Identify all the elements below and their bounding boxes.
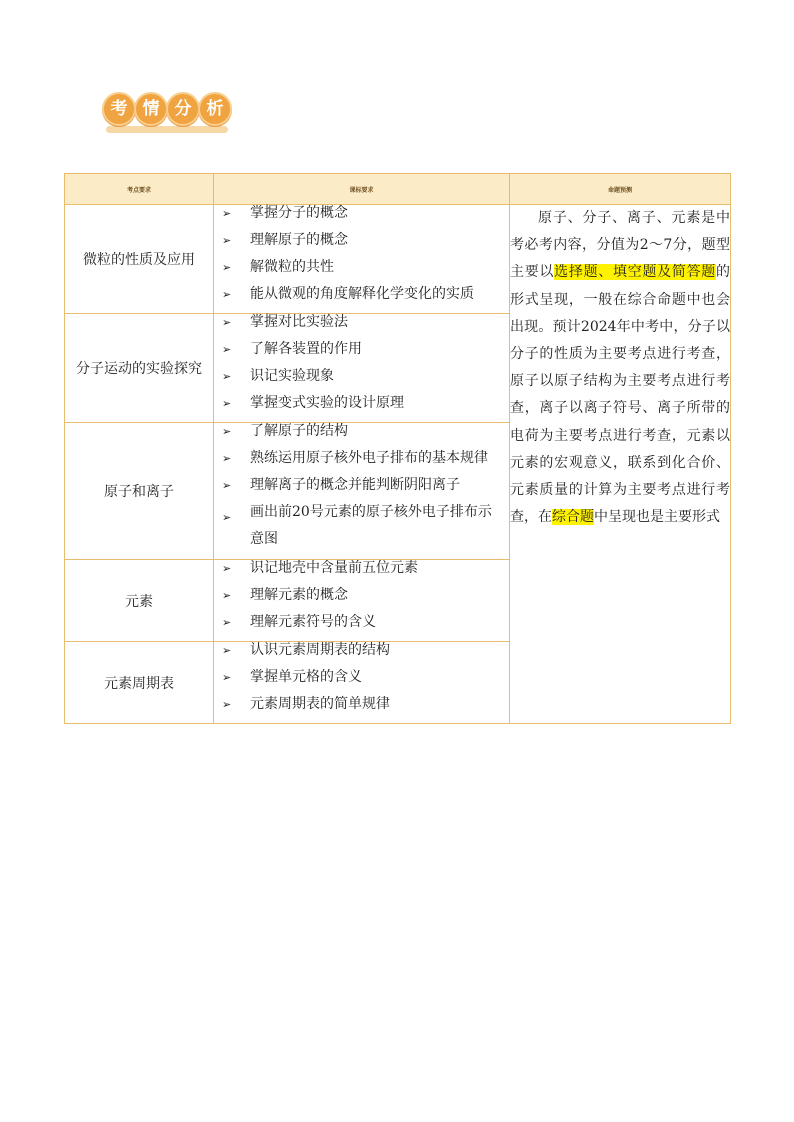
goals-cell bbox=[214, 560, 510, 642]
goal-item: ➢ 识记地壳中含量前五位元素 bbox=[222, 560, 418, 576]
heading-char: 情 bbox=[134, 92, 168, 126]
goals-cell bbox=[214, 314, 510, 423]
arrow-bullet-icon: ➢ bbox=[222, 479, 232, 492]
goal-item: ➢ 掌握单元格的含义 bbox=[222, 669, 362, 685]
header-prediction: 命题预测 bbox=[510, 174, 731, 205]
topic-cell: 原子和离子 bbox=[65, 423, 214, 560]
arrow-bullet-icon: ➢ bbox=[222, 261, 232, 274]
topic-cell: 元素 bbox=[65, 560, 214, 642]
table-header-row bbox=[65, 174, 731, 205]
arrow-bullet-icon: ➢ bbox=[222, 234, 232, 247]
goals-cell bbox=[214, 423, 510, 560]
heading-char: 考 bbox=[102, 92, 136, 126]
topic-cell: 分子运动的实验探究 bbox=[65, 314, 214, 423]
goal-item: ➢ 掌握分子的概念 bbox=[222, 205, 348, 221]
arrow-bullet-icon: ➢ bbox=[222, 425, 232, 438]
arrow-bullet-icon: ➢ bbox=[222, 343, 232, 356]
header-exam-points: 考点要求 bbox=[65, 174, 214, 205]
goal-item: ➢ 元素周期表的简单规律 bbox=[222, 696, 390, 712]
goal-item: ➢ 识记实验现象 bbox=[222, 368, 334, 384]
goals-cell bbox=[214, 205, 510, 314]
arrow-bullet-icon: ➢ bbox=[222, 207, 232, 220]
goal-item: ➢ 解微粒的共性 bbox=[222, 259, 334, 275]
header-curriculum: 课标要求 bbox=[214, 174, 510, 205]
arrow-bullet-icon: ➢ bbox=[222, 589, 232, 602]
table-row bbox=[65, 205, 731, 314]
highlight-comprehensive: 综合题 bbox=[552, 509, 594, 526]
arrow-bullet-icon: ➢ bbox=[222, 397, 232, 410]
goal-item: ➢ 理解原子的概念 bbox=[222, 232, 348, 248]
goal-item: ➢ 理解离子的概念并能判断阴阳离子 bbox=[222, 477, 460, 493]
goal-item: ➢ 了解原子的结构 bbox=[222, 423, 348, 439]
goal-item: ➢ 理解元素的概念 bbox=[222, 587, 348, 603]
goal-item: ➢ 掌握变式实验的设计原理 bbox=[222, 395, 404, 411]
arrow-bullet-icon: ➢ bbox=[222, 452, 232, 465]
goal-item: ➢ 画出前20号元素的原子核外电子排布示意图 bbox=[222, 504, 492, 547]
arrow-bullet-icon: ➢ bbox=[222, 288, 232, 301]
goal-item: ➢ 认识元素周期表的结构 bbox=[222, 642, 390, 658]
goal-item: ➢ 了解各装置的作用 bbox=[222, 341, 362, 357]
analysis-table bbox=[64, 173, 731, 724]
arrow-bullet-icon: ➢ bbox=[222, 698, 232, 711]
highlight-question-types: 选择题、填空题及简答题 bbox=[554, 264, 717, 281]
arrow-bullet-icon: ➢ bbox=[222, 644, 232, 657]
arrow-bullet-icon: ➢ bbox=[222, 370, 232, 383]
goals-cell bbox=[214, 642, 510, 724]
heading-underline bbox=[106, 126, 228, 133]
topic-cell: 微粒的性质及应用 bbox=[65, 205, 214, 314]
arrow-bullet-icon: ➢ bbox=[222, 616, 232, 629]
goal-item: ➢ 理解元素符号的含义 bbox=[222, 614, 376, 630]
goal-item: ➢ 能从微观的角度解释化学变化的实质 bbox=[222, 286, 474, 302]
arrow-bullet-icon: ➢ bbox=[222, 316, 232, 329]
goal-item: ➢ 熟练运用原子核外电子排布的基本规律 bbox=[222, 450, 488, 466]
arrow-bullet-icon: ➢ bbox=[222, 511, 232, 524]
section-heading-badge bbox=[102, 92, 232, 138]
prediction-cell: 原子、分子、离子、元素是中考必考内容，分值为2～7分，题型主要以选择题、填空题及简答题的形式呈现，一般在综合命题中也会出现。预计2024年中考中，分子以分子的性质为主要考点进行考查，原子以原子结构为主要考点进行考查，离子以离子符号、离子所带的电荷为主要考点进行考查，元素以元素的宏观意义，联系到化合价、元素质量的计算为主要考点进行考查，在综合题中呈现也是主要形式 bbox=[510, 205, 731, 724]
goal-item: ➢ 掌握对比实验法 bbox=[222, 314, 348, 330]
heading-char: 析 bbox=[198, 92, 232, 126]
heading-char: 分 bbox=[166, 92, 200, 126]
arrow-bullet-icon: ➢ bbox=[222, 562, 232, 575]
topic-cell: 元素周期表 bbox=[65, 642, 214, 724]
arrow-bullet-icon: ➢ bbox=[222, 671, 232, 684]
